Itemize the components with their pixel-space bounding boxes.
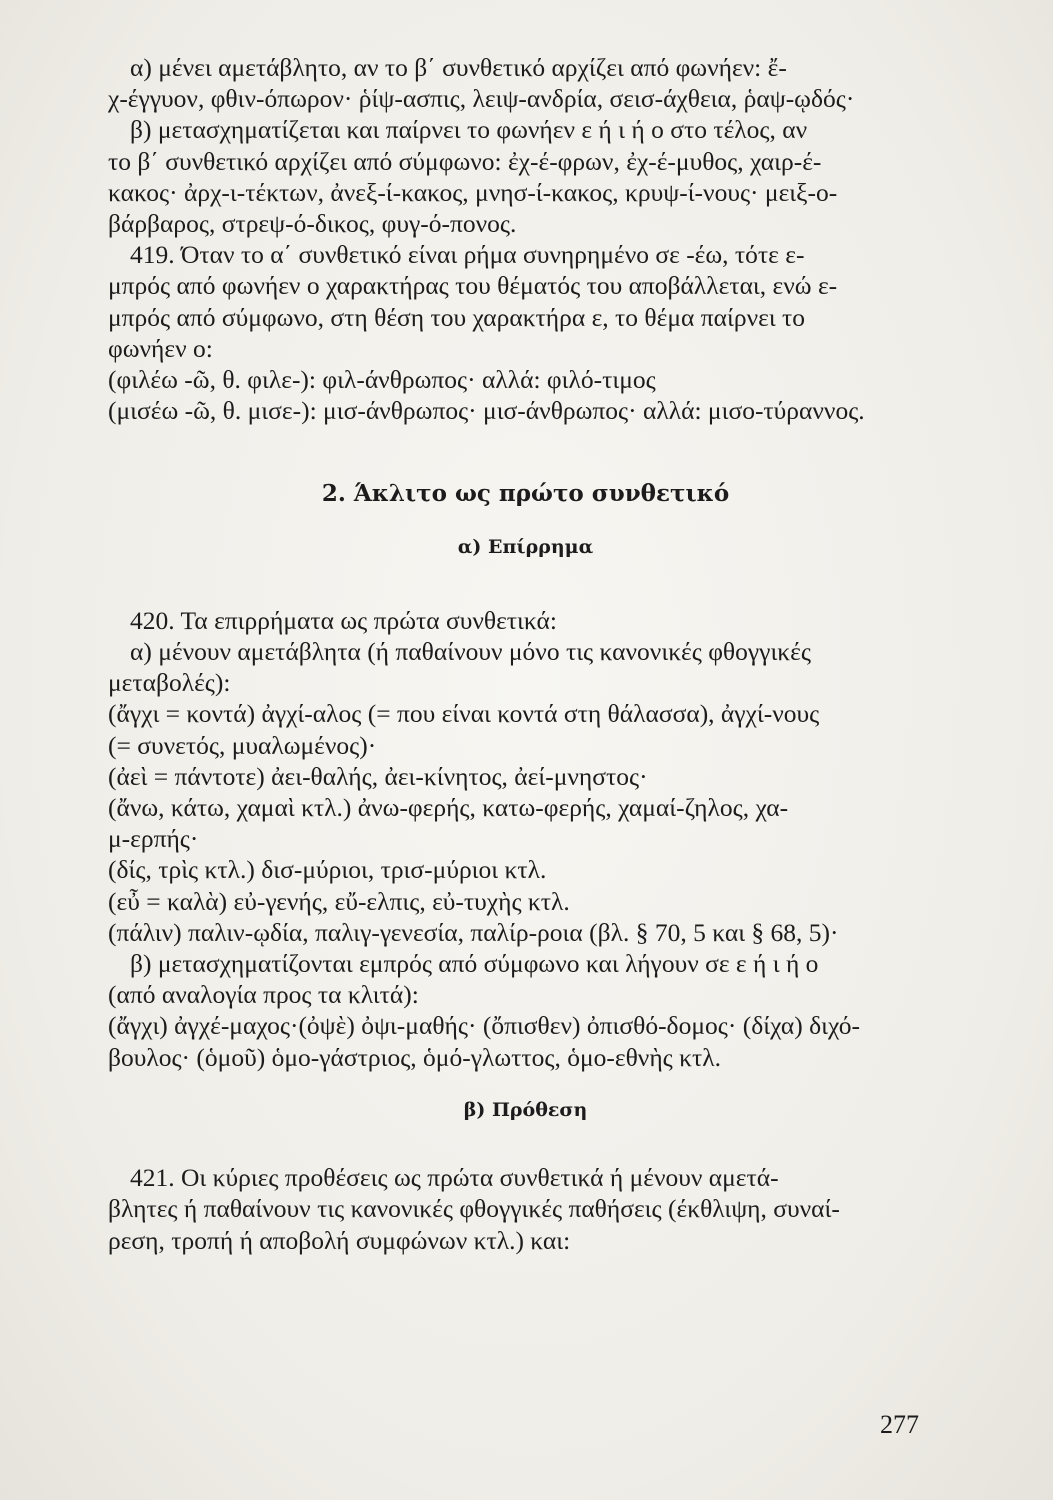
subsection-heading: α) Επίρρημα [457, 535, 594, 558]
text-line: (ἀεὶ = πάντοτε) ἀει-θαλής, ἀει-κίνητος, ἀεί-μνηστος· [108, 761, 648, 791]
text-line: το β΄ συνθετικό αρχίζει από σύμφωνο: ἐχ-έ-φρων, ἐχ-έ-μυθος, χαιρ-έ- [108, 146, 822, 176]
text-line: β) μετασχηματίζεται και παίρνει το φωνήεν ε ή ι ή ο στο τέλος, αν [130, 115, 808, 145]
text-line: ρεση, τροπή ή αποβολή συμφώνων κτλ.) και: [108, 1225, 571, 1255]
text-line: κακος· ἀρχ-ι-τέκτων, ἀνεξ-ί-κακος, μνησ-ί-κακος, κρυψ-ί-νους· μειξ-ο- [108, 177, 838, 207]
text-line: μ-ερπής· [108, 824, 199, 854]
text-line: φωνήεν ο: [108, 333, 213, 363]
text-line: (ἄνω, κάτω, χαμαὶ κτλ.) ἀνω-φερής, κατω-φερής, χαμαί-ζηλος, χα- [108, 793, 789, 823]
page-number: 277 [880, 1410, 919, 1439]
text-line: βλητες ή παθαίνουν τις κανονικές φθογγικές παθήσεις (έκθλιψη, συναί- [108, 1194, 840, 1224]
text-line: (πάλιν) παλιν-ῳδία, παλιγ-γενεσία, παλίρ-ροια (βλ. § 70, 5 και § 68, 5)· [108, 917, 839, 947]
text-line: β) μετασχηματίζονται εμπρός από σύμφωνο και λήγουν σε ε ή ι ή ο [130, 949, 819, 979]
text-line: μπρός από σύμφωνο, στη θέση του χαρακτήρα ε, το θέμα παίρνει το [108, 302, 806, 332]
text-line: 420. Τα επιρρήματα ως πρώτα συνθετικά: [130, 605, 557, 635]
text-line: (= συνετός, μυαλωμένος)· [108, 730, 377, 760]
text-line: (φιλέω -ῶ, θ. φιλε-): φιλ-άνθρωπος· αλλά: φιλό-τιμος [108, 365, 656, 395]
text-line: (ἄγχι) ἀγχέ-μαχος·(ὀψὲ) ὀψι-μαθής· (ὄπισθεν) ὀπισθό-δομος· (δίχα) διχό- [108, 1011, 860, 1041]
text-line: μεταβολές): [108, 668, 231, 698]
text-line: 421. Οι κύριες προθέσεις ως πρώτα συνθετικά ή μένουν αμετά- [130, 1163, 779, 1193]
text-line: (εὖ = καλὰ) εὐ-γενής, εὔ-ελπις, εὐ-τυχὴς κτλ. [108, 886, 570, 916]
text-line: βουλος· (ὁμοῦ) ὁμο-γάστριος, ὁμό-γλωττος, ὁμο-εθνὴς κτλ. [108, 1042, 721, 1072]
text-line: (δίς, τρὶς κτλ.) δισ-μύριοι, τρισ-μύριοι κτλ. [108, 855, 547, 885]
text-line: βάρβαρος, στρεψ-ό-δικος, φυγ-ό-πονος. [108, 209, 517, 239]
subsection-heading: β) Πρόθεση [463, 1098, 588, 1121]
text-line: χ-έγγυον, φθιν-όπωρον· ῥίψ-ασπις, λειψ-ανδρία, σεισ-άχθεια, ῥαψ-ῳδός· [108, 84, 855, 114]
text-line: 419. Όταν το α΄ συνθετικό είναι ρήμα συνηρημένο σε -έω, τότε ε- [130, 240, 805, 270]
text-line: α) μένει αμετάβλητο, αν το β΄ συνθετικό αρχίζει από φωνήεν: ἔ- [130, 53, 787, 82]
section-heading: 2. Άκλιτο ως πρώτο συνθετικό [321, 480, 730, 508]
text-line: α) μένουν αμετάβλητα (ή παθαίνουν μόνο τις κανονικές φθογγικές [130, 637, 811, 667]
text-line: (μισέω -ῶ, θ. μισε-): μισ-άνθρωπος· μισ-άνθρωπος· αλλά: μισο-τύραννος. [108, 396, 865, 426]
page-text [108, 52, 943, 1256]
text-line: (ἄγχι = κοντά) ἀγχί-αλος (= που είναι κοντά στη θάλασσα), ἀγχί-νους [108, 699, 820, 729]
text-line: (από αναλογία προς τα κλιτά): [108, 980, 419, 1010]
text-line: μπρός από φωνήεν ο χαρακτήρας του θέματός του αποβάλλεται, ενώ ε- [108, 271, 838, 301]
